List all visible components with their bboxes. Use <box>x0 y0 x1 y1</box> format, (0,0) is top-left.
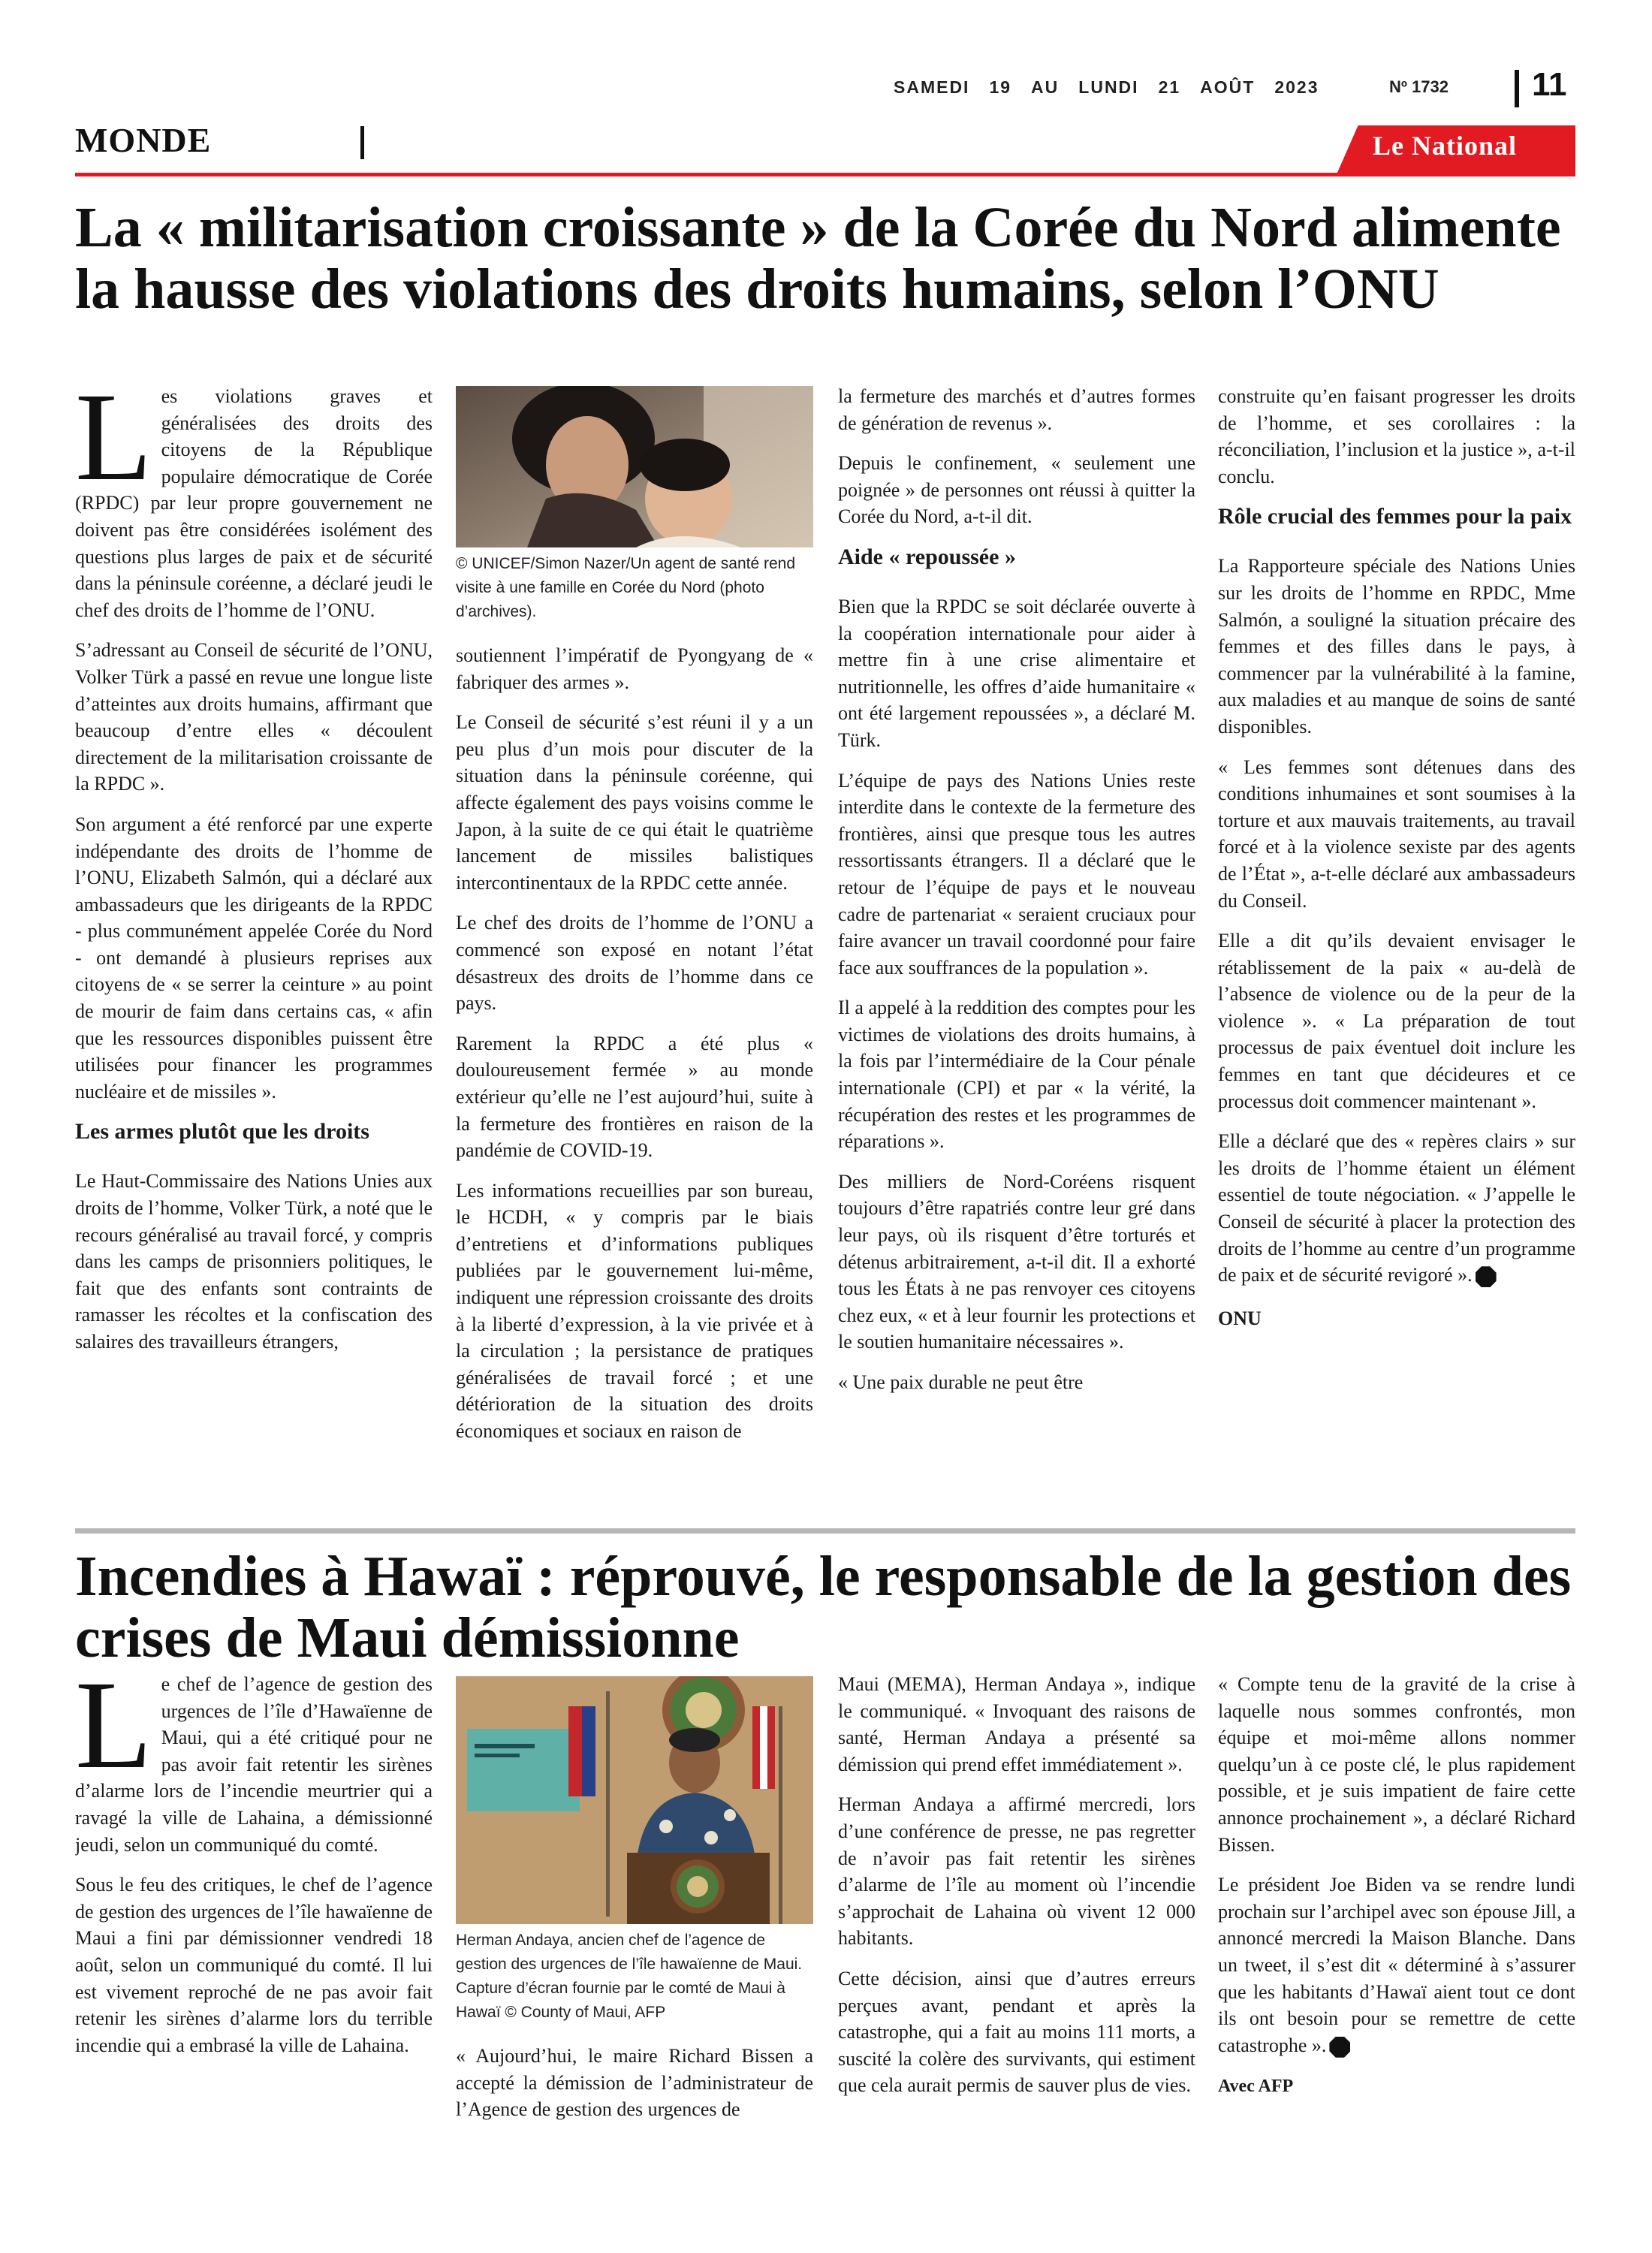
article1-dropcap: L <box>75 383 152 507</box>
article1-paragraph: « Une paix durable ne peut être <box>838 1371 1084 1393</box>
article1-paragraph: Son argument a été renforcé par une experte indépendante des droits de l’homme de l’ONU, Elizabeth Salmón, qui a déclaré aux ambassadeurs que les dirigeants de la RPDC - plus communément appelée Corée du Nord - ont demandé à plusieurs reprises aux citoyens de « se serrer la ceinture » au point de mourir de faim dans certains cas, « afin que les ressources disponibles puissent être utilisées pour financer les programmes nucléaire et de missiles ». <box>75 813 433 1102</box>
date-year: 2023 <box>1274 77 1319 97</box>
article2-column-3 <box>838 1671 1195 2167</box>
article2-column-1 <box>75 1671 433 2167</box>
article2-paragraph: Maui (MEMA), Herman Andaya », indique le communiqué. « Invoquant des raisons de santé, Herman Andaya a présenté sa démission qui prend effet immédiatement ». <box>838 1673 1195 1775</box>
issue-number: Nº 1732 <box>1389 77 1449 96</box>
article2-photo <box>456 1676 813 1924</box>
article1-paragraph: Le chef des droits de l’homme de l’ONU a commencé son exposé en notant l’état désastreux des droits de l’homme dans ce pays. <box>456 912 813 1015</box>
article2-dropcap: L <box>75 1671 152 1795</box>
article1-paragraph: Les informations recueillies par son bureau, le HCDH, « y compris par le biais d’entretiens et d’informations publiques publiées par le gouvernement lui-même, indiquent une répression croissante des droits à la liberté d’expression, à la vie privée et à la circulation ; la persistance de pratiques généralisées de travail forcé ; et une détérioration de la situation des droits économiques et sociaux en raison de <box>456 1179 813 1443</box>
article1-paragraph: La Rapporteure spéciale des Nations Unies sur les droits de l’homme en RPDC, Mme Salmón, a souligné la situation précaire des femmes et des filles dans le pays, à commencer par la vulnérabilité à la famine, aux maladies et au manque de soins de santé disponibles. <box>1218 555 1575 737</box>
article2-paragraph: e chef de l’agence de gestion des urgences de l’île d’Hawaïenne de Maui, qui a été critiqué pour ne pas avoir fait retentir les sirènes d’alarme lors de l’incendie meurtrier qui a ravagé la ville de Lahaina, a démissionné jeudi, selon un communiqué du comté. <box>75 1673 433 1856</box>
article1-photo-caption: © UNICEF/Simon Nazer/Un agent de santé rend visite à une famille en Corée du Nord (photo d’archives). <box>456 555 796 620</box>
article1-paragraph: S’adressant au Conseil de sécurité de l’ONU, Volker Türk a passé en revue une longue liste d’atteintes aux droits humains, affirmant que beaucoup d’entre elles « découlent directement de la militarisation croissante de la RPDC ». <box>75 639 433 795</box>
dateline <box>894 77 1339 98</box>
article1-column-2 <box>456 386 813 1513</box>
date-month: AOÛT <box>1200 77 1256 97</box>
article1-paragraph: la fermeture des marchés et d’autres formes de génération de revenus ». <box>838 385 1195 434</box>
article1-last-paragraph-text: Elle a déclaré que des « repères clairs » sur les droits de l’homme étaient un élément essentiel de toute négociation. « J’appelle le Conseil de sécurité à placer la protection des droits de l’homme au centre d’un programme de paix et de sécurité revigoré ». <box>1218 1130 1575 1286</box>
article2-paragraph: « Compte tenu de la gravité de la crise à laquelle nous sommes confrontés, mon équipe et moi-même allons nommer quelqu’un à ce poste clé, le plus rapidement possible, et je suis impatient de faire cette annonce prochainement », a déclaré Richard Bissen. <box>1218 1673 1575 1856</box>
header-rule <box>75 173 1575 176</box>
article1-paragraph: L’équipe de pays des Nations Unies reste interdite dans le contexte de la fermeture des frontières, ainsi que presque tous les autres ressortissants étrangers. Il a déclaré que le retour de l’équipe de pays et le nouveau cadre de partenariat « seraient cruciaux pour faire avancer un travail coordonné pour faire face aux souffrances de la population ». <box>838 769 1195 979</box>
article1-subheading-2: Aide « repoussée » <box>838 544 1016 569</box>
article1-paragraph: Bien que la RPDC se soit déclarée ouverte à la coopération internationale pour aider à mettre fin à une crise alimentaire et nutritionnelle, les offres d’aide humanitaire « ont été largement repoussées », a déclaré M. Türk. <box>838 595 1195 751</box>
article2-paragraph: Cette décision, ainsi que d’autres erreurs perçues avant, pendant et après la catastrophe, qui a fait au moins 111 morts, a suscité la colère des survivants, qui estiment que cela aurait permis de sauver plus de vies. <box>838 1967 1195 2097</box>
article1-column-4 <box>1218 383 1575 1513</box>
article2-headline: Incendies à Hawaï : réprouvé, le responsable de la gestion des crises de Maui démissionne <box>75 1545 1572 1669</box>
brand-name: Le National <box>1373 131 1518 161</box>
page-number: 11 <box>1532 66 1567 103</box>
page-number-divider <box>1515 70 1519 107</box>
article1-photo <box>456 386 813 547</box>
article2-paragraph: Herman Andaya a affirmé mercredi, lors d’une conférence de presse, ne pas regretter de n’avoir pas fait retentir les sirènes d’alarme de l’île au moment où l’incendie s’approchait de Lahaina où vivent 12 000 habitants. <box>838 1793 1195 1950</box>
article1-paragraph: es violations graves et généralisées des droits des citoyens de la République populaire démocratique de Corée (RPDC) par leur propre gouvernement ne doivent pas être considérées isolément des questions plus larges de paix et de sécurité dans la péninsule coréenne, a déclaré jeudi le chef des droits de l’homme de l’ONU. <box>75 385 433 621</box>
article2-paragraph <box>1218 1871 1575 2058</box>
article1-column-3 <box>838 383 1195 1513</box>
end-mark-icon <box>1329 2037 1350 2058</box>
date-au: AU <box>1031 77 1060 97</box>
date-num: 19 <box>989 77 1012 97</box>
article-separator <box>75 1528 1575 1534</box>
article1-paragraph: « Les femmes sont détenues dans des conditions inhumaines et sont soumises à la torture et aux mauvais traitements, au travail forcé et à la violence sexiste par des agents de l’État », a-t-elle déclaré aux ambassadeurs du Conseil. <box>1218 756 1575 912</box>
end-mark-icon <box>1476 1266 1497 1287</box>
press-conference-image <box>456 1676 813 1924</box>
article2-signature: Avec AFP <box>1218 2077 1294 2097</box>
date-day2: LUNDI <box>1078 77 1139 97</box>
article1-column-1 <box>75 383 433 1513</box>
article2-column-2 <box>456 1676 813 2172</box>
article1-paragraph: Elle a dit qu’ils devaient envisager le rétablissement de la paix « au-delà de l’absence de violence ou de la peur de la violence ». « La préparation de tout processus de paix éventuel doit inclure les femmes en tant que décideures et ce processus doit commencer maintenant ». <box>1218 930 1575 1112</box>
article1-paragraph <box>1218 1128 1575 1289</box>
article1-paragraph: Depuis le confinement, « seulement une poignée » de personnes ont réussi à quitter la Corée du Nord, a-t-il dit. <box>838 452 1195 528</box>
article1-signature: ONU <box>1218 1307 1262 1329</box>
article1-paragraph: construite qu’en faisant progresser les droits de l’homme, et ses corollaires : la réconciliation, l’inclusion et la justice », a-t-il conclu. <box>1218 385 1575 487</box>
article2-last-paragraph-text: Le président Joe Biden va se rendre lundi prochain sur l’archipel avec son épouse Jill, a annoncé mercredi la Maison Blanche. Dans un tweet, il s’est dit « déterminé à s’assurer que les habitants d’Hawaï aient tout ce dont ils ont besoin pour se remettre de cette catastrophe ». <box>1218 1874 1575 2056</box>
health-worker-visit-image <box>456 386 813 547</box>
article1-paragraph: Rarement la RPDC a été plus « douloureusement fermée » au monde extérieur qu’elle ne l’est aujourd’hui, suite à la fermeture des frontières en raison de la pandémie de COVID-19. <box>456 1032 813 1162</box>
article1-subheading-1: Les armes plutôt que les droits <box>75 1119 369 1145</box>
section-title: MONDE <box>75 121 212 159</box>
article2-paragraph: Sous le feu des critiques, le chef de l’agence de gestion des urgences de l’île hawaïenne de Maui a fini par démissionner vendredi 18 août, selon un communiqué du comté. Il lui est vivement reproché de ne pas avoir fait retenir les sirènes d’alarme lors du terrible incendie qui a embrasé la ville de Lahaina. <box>75 1874 433 2056</box>
article1-paragraph: Le Conseil de sécurité s’est réuni il y a un peu plus d’un mois pour discuter de la situation dans la péninsule coréenne, qui affecte également des pays voisins comme le Japon, à la suite de ce qui était le quatrième lancement de missiles balistiques intercontinentaux de la RPDC cette année. <box>456 711 813 894</box>
article1-paragraph: soutiennent l’impératif de Pyongyang de « fabriquer des armes ». <box>456 644 813 693</box>
article1-paragraph: Des milliers de Nord-Coréens risquent toujours d’être rapatriés contre leur gré dans leur pays, où ils risquent d’être torturés et détenus arbitrairement, a-t-il dit. Il a exhorté tous les États à ne pas renvoyer ces citoyens chez eux, « et à leur fournir les protections et le soutien humanitaire nécessaires ». <box>838 1170 1195 1353</box>
date-num2: 21 <box>1158 77 1181 97</box>
section-divider <box>360 126 364 159</box>
date-day: SAMEDI <box>894 77 970 97</box>
article2-column-4 <box>1218 1671 1575 2197</box>
article1-subheading-3: Rôle crucial des femmes pour la paix <box>1218 504 1572 529</box>
article1-paragraph: Il a appelé à la reddition des comptes pour les victimes de violations des droits humains, à la fois par l’intermédiaire de la Cour pénale internationale (CPI) et par « la vérité, la récupération des restes et les programmes de réparations ». <box>838 997 1195 1153</box>
article2-photo-caption: Herman Andaya, ancien chef de l’agence de gestion des urgences de l’île hawaïenne de Maui. Capture d’écran fournie par le comté de Maui à Hawaï © County of Maui, AFP <box>456 1932 803 2021</box>
article2-paragraph: « Aujourd’hui, le maire Richard Bissen a accepté la démission de l’administrateur de l’Agence de gestion des urgences de <box>456 2045 813 2121</box>
article1-paragraph: Le Haut-Commissaire des Nations Unies aux droits de l’homme, Volker Türk, a noté que le recours généralisé au travail forcé, y compris dans les camps de prisonniers politiques, le fait que des enfants sont contraints de ramasser les récoltes et la confiscation des salaires des travailleurs étrangers, <box>75 1170 433 1353</box>
article1-headline: La « militarisation croissante » de la Corée du Nord alimente la hausse des violations des droits humains, selon l’ONU <box>75 196 1561 321</box>
